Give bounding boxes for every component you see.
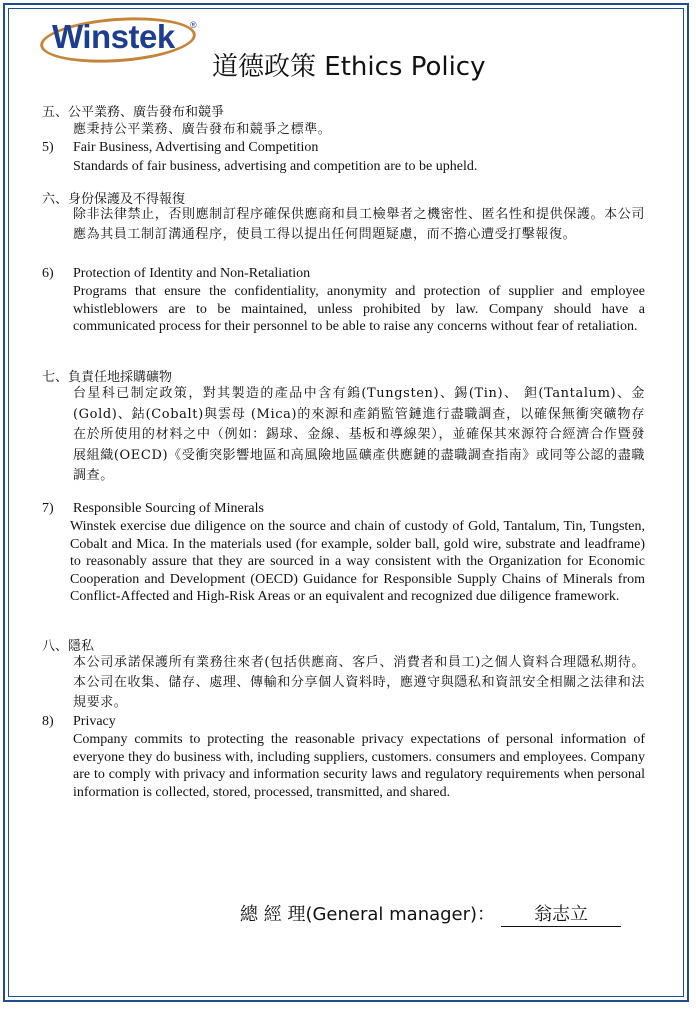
section-7-en-title: Responsible Sourcing of Minerals bbox=[73, 501, 264, 516]
section-7-en-heading bbox=[42, 501, 264, 517]
section-8-en-heading bbox=[42, 714, 116, 730]
section-6-zh-body: 除非法律禁止，否則應制訂程序確保供應商和員工檢舉者之機密性、匿名性和提供保護。本公司應為其員工制訂溝通程序，使員工得以提出任何問題疑慮，而不擔心遭受打擊報復。 bbox=[73, 207, 645, 242]
section-8-zh-heading: 八、隱私 bbox=[42, 639, 95, 654]
section-6-en-title: Protection of Identity and Non-Retaliation bbox=[73, 266, 311, 281]
section-7-en-body: Winstek exercise due diligence on the source and chain of custody of Gold, Tantalum, Tin, Tungsten, Cobalt and Mica. In the materials used (for example, solder ball, gold wire, substrate and leadframe) to reasonably assure that they are sourced in a way consistent with the Organization for Economic Cooperation and Development (OECD) Guidance for Responsible Supply Chains of Minerals from Conflict-Affected and High-Risk Areas or an equivalent and recognized due diligence framework. bbox=[70, 519, 645, 605]
registered-mark: ® bbox=[190, 20, 197, 30]
section-8-en-title: Privacy bbox=[73, 714, 116, 729]
section-8-zh-body: 本公司承諾保護所有業務往來者(包括供應商、客戶、消費者和員工)之個人資料合理隱私期待。本公司在收集、儲存、處理、傳輸和分享個人資料時，應遵守與隱私和資訊安全相關之法律和法規要求。 bbox=[73, 655, 645, 710]
section-7-zh-body: 台星科已制定政策，對其製造的產品中含有鎢(Tungsten)、錫(Tin)、 鉭(Tantalum)、金(Gold)、鈷(Cobalt)與雲母 (Mica)的來源和產銷監管鏈進行盡職調查，以確保無衝突礦物存在於所使用的材料之中（例如：錫球、金線、基板和導線架），並確保其來源符合經濟合作暨發展組織(OECD)《受衝突影響地區和高風險地區礦產供應鏈的盡職調查指南》或同等公認的盡職調查。 bbox=[73, 386, 645, 483]
section-5-number: 5) bbox=[42, 140, 54, 155]
section-5-en-body: Standards of fair business, advertising and competition are to be upheld. bbox=[73, 159, 478, 174]
logo-text: Winstek bbox=[52, 18, 175, 55]
signature-name: 翁志立 bbox=[501, 900, 621, 927]
section-7-zh-heading: 七、負責任地採購礦物 bbox=[42, 370, 173, 385]
signature-line bbox=[240, 900, 621, 927]
section-5-zh-body: 應秉持公平業務、廣告發布和競爭之標準。 bbox=[73, 122, 332, 137]
section-6-number: 6) bbox=[42, 266, 54, 281]
section-6-en-heading bbox=[42, 266, 310, 282]
section-5-en-title: Fair Business, Advertising and Competition bbox=[73, 140, 319, 155]
section-5-zh-heading: 五、公平業務、廣告發布和競爭 bbox=[42, 105, 225, 120]
section-8-number: 8) bbox=[42, 714, 54, 729]
section-7-number: 7) bbox=[42, 501, 54, 516]
signature-label: 總 經 理(General manager)： bbox=[240, 904, 496, 925]
page-title: 道德政策 Ethics Policy bbox=[212, 52, 486, 82]
section-6-en-body: Programs that ensure the confidentiality, anonymity and protection of supplier and employee whistleblowers are to be maintained, unless prohibited by law. Company should have a communicated process for their personnel to be able to raise any concerns without fear of retaliation. bbox=[73, 284, 645, 335]
winstek-logo bbox=[40, 12, 200, 64]
section-6-zh-heading: 六、身份保護及不得報復 bbox=[42, 192, 186, 207]
section-8-en-body: Company commits to protecting the reasonable privacy expectations of personal information of everyone they do business with, including suppliers, customers. consumers and employees. Company are to comply with privacy and information security laws and regulatory requirements when personal information is collected, stored, processed, transmitted, and shared. bbox=[73, 732, 645, 800]
section-5-en-heading bbox=[42, 140, 318, 156]
